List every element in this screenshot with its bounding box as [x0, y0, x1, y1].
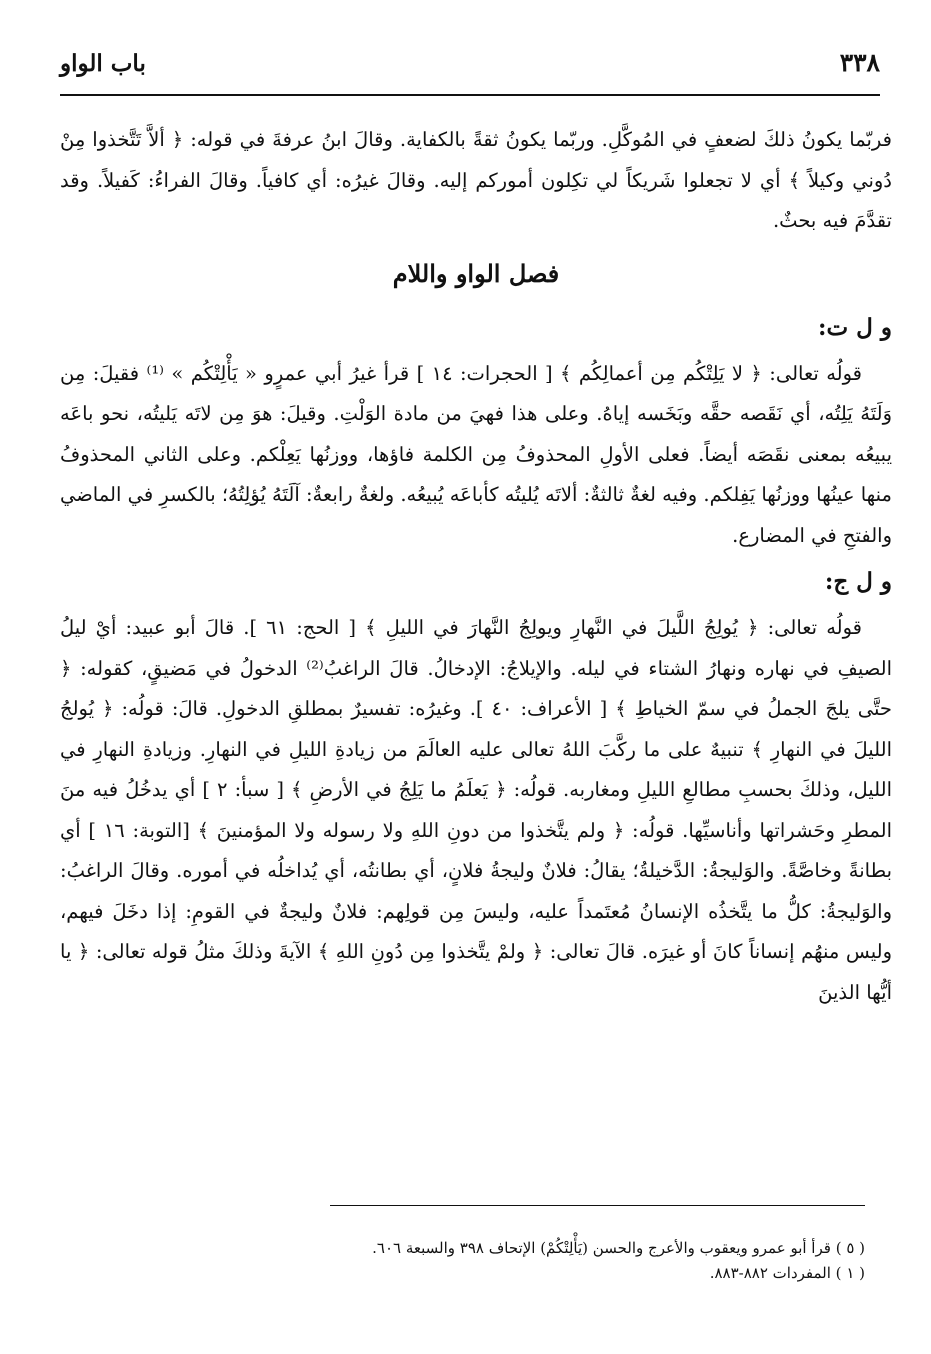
entry-paragraph-wlt: قولُه تعالى: ﴿ لا يَلِتْكُم مِن أعمالِكُم ﴾ [ الحجرات: ١٤ ] قرأ غيرُ أبي عمرٍو « يَأْلِتْكُم » ⁽¹⁾ فقيلَ: مِن وَلَتَهُ يَلِتُه، أي نَقَصه حقَّه وبَخَسه إياهُ. وعلى هذا فهيَ من مادة الوَلْتِ. وقيلَ: هوَ مِن لاتَه يَليتُه، نحو باعَه يبيعُه بمعنى نقَصَه أيضاً. فعلى الأولِ المحذوفُ مِن الكلمة فاؤها، ووزنُها يَعِلْكم. وعلى الثاني المحذوفُ منها عينُها ووزنُها يَفِلكم. وفيه لغةٌ ثالثةٌ: ألاتَه يُليتُه كأباعَه يُبيعُه. ولغةٌ رابعةٌ: آلَتَهُ يُؤلِتُهُ؛ بالكسرِ في الماضي والفتحِ في المضارع.: [60, 361, 892, 547]
footnote: ( ٥ ) قرأ أبو عمرو ويعقوب والأعرج والحسن (يَأْلِتْكُمْ) الإتحاف ٣٩٨ والسبعة ٦٠٦.: [372, 1239, 865, 1257]
page-header: [60, 48, 880, 96]
main-text: [60, 120, 892, 1013]
footnote: ( ١ ) المفردات ٨٨٢-٨٨٣.: [709, 1264, 865, 1282]
section-title: باب الواو: [60, 50, 146, 77]
root-heading-wlj: و ل ج:: [824, 568, 892, 595]
intro-paragraph: فربّما يكونُ ذلكَ لضعفٍ في المُوكَّلِ. وربّما يكونُ ثقةً بالكفاية. وقالَ ابنُ عرفةَ في قوله: ﴿ ألاَّ تَتَّخذوا مِنْ دُوني وكيلاً ﴾ أي لا تجعلوا شَريكاً لي تكِلون أموركم إليه. وقالَ غيرُه: أي كافياً. وقالَ الفراءُ: كَفيلاً. وقد تقدَّمَ فيه بحثٌ.: [60, 128, 892, 232]
chapter-heading: فصل الواو واللام: [392, 258, 560, 288]
root-heading-wlt: و ل ت:: [818, 313, 892, 341]
entry-paragraph-wlj: قولُه تعالى: ﴿ يُولِجُ اللَّيلَ في النَّهارِ ويولِجُ النَّهارَ في الليلِ ﴾ [ الحج: ٦١ ]. قالَ أبو عبيد: أيْ ليلُ الصيفِ في نهاره ونهارُ الشتاء في ليله. والإيلاجُ: الإدخالُ. قالَ الراغبُ⁽²⁾ الدخولُ في مَضيقٍ، كقوله: ﴿ حتَّى يلجَ الجملُ في سمّ الخياطِ ﴾ [ الأعراف: ٤٠ ]. وغيرُه: تفسيرٌ بمطلقِ الدخولِ. قالَ: قولُه: ﴿ يُولجُ الليلَ في النهارِ ﴾ تنبيهٌ على ما ركَّبَ اللهُ تعالى عليه العالَمَ من زيادةِ الليلِ في النهارِ. وزيادةِ النهارِ في الليل، وذلكَ بحسبِ مطالعِ الليلِ ومغاربه. قولُه: ﴿ يَعلَمُ ما يَلِجُ في الأرضِ ﴾ [ سبأ: ٢ ] أي يدخُلُ فيه منَ المطرِ وحَشراتها وأناسيِّها. قولُه: ﴿ ولم يتَّخذوا من دونِ اللهِ ولا رسوله ولا المؤمنينَ ﴾ [التوبة: ١٦ ] أي بطانةً وخاصَّةً. والوَليجةُ: الدَّخيلةُ؛ يقالُ: فلانٌ وليجةُ فلانٍ، أي بطانتُه، أي يُداخلُه في أموره. وقالَ الراغبُ: والوَليجةُ: كلُّ ما يتَّخذُه الإنسانُ مُعتَمداً عليه، وليسَ مِن قولِهم: فلانٌ وليجةٌ في القومِ: إذا دخَلَ فيهم، وليس منهُم إنساناً كانَ أو غيرَه. قالَ تعالى: ﴿ ولمْ يتَّخذوا مِن دُونِ اللهِ ﴾ الآيةَ وذلكَ مثلُ قوله تعالى: ﴿ يا أيُّها الذينَ: [60, 616, 892, 1004]
page-number: ٣٣٨: [839, 48, 880, 77]
footnotes: [330, 1205, 865, 1286]
